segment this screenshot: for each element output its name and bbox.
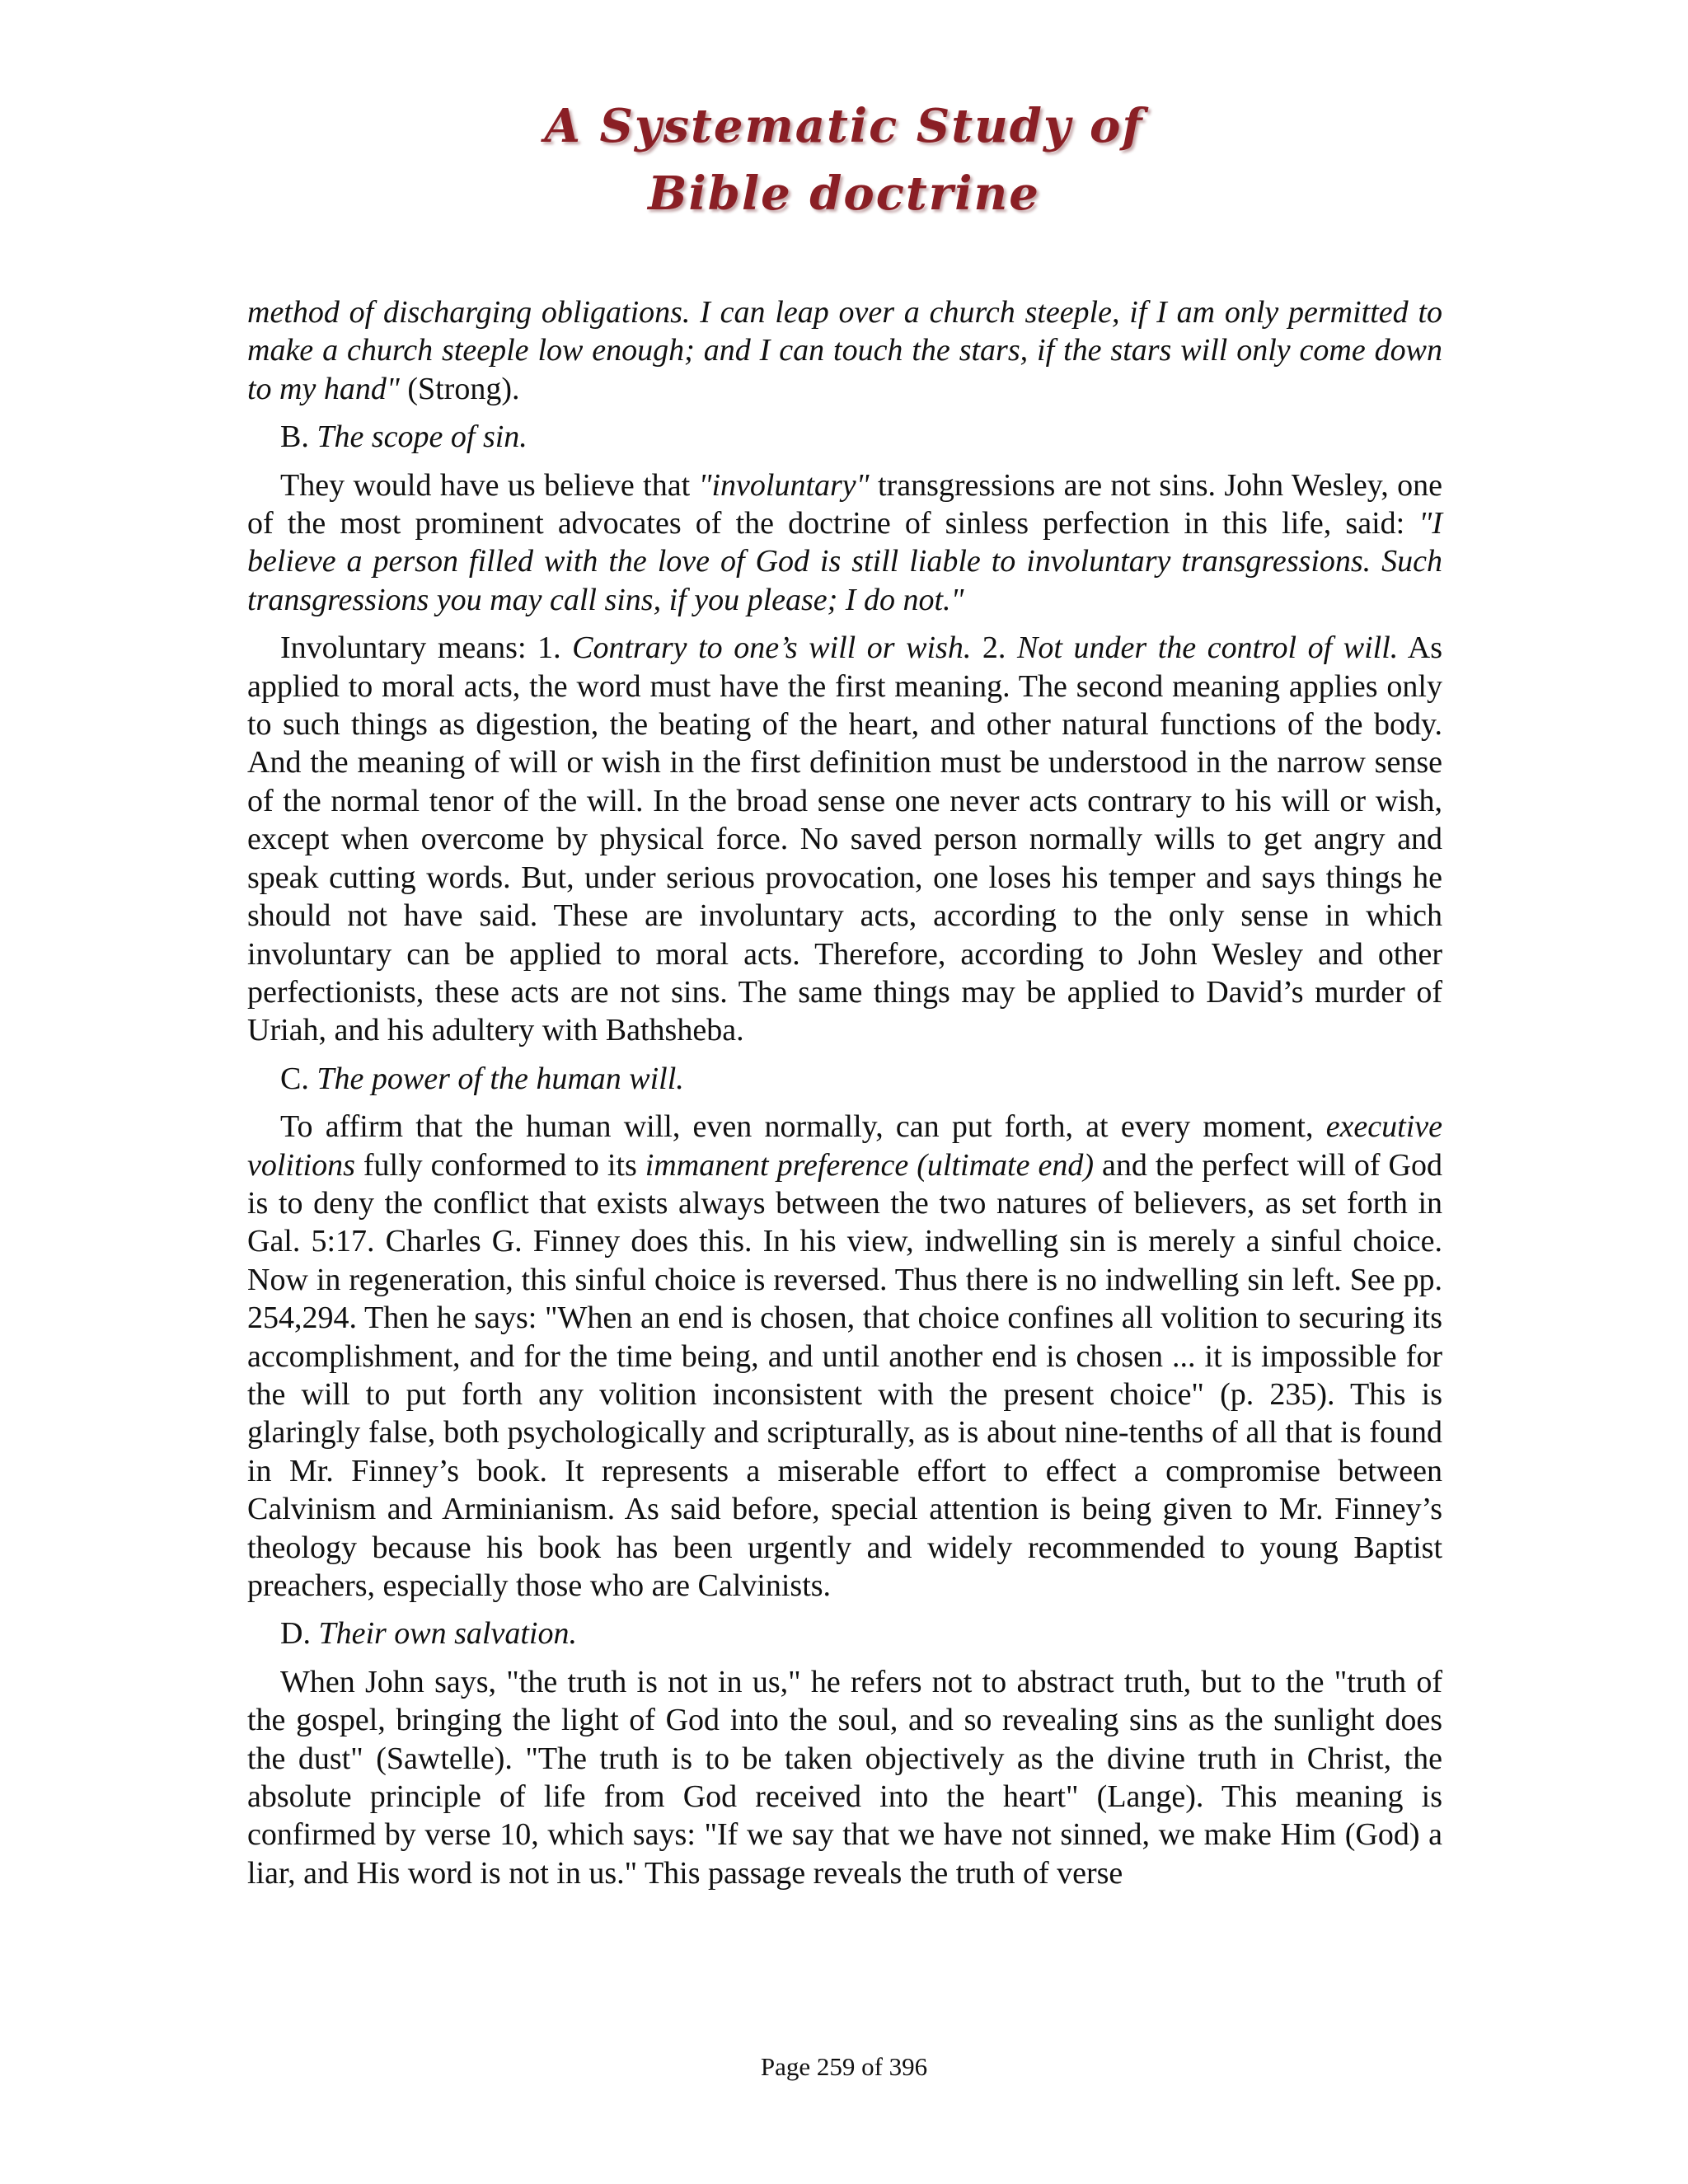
emphasis: executive volitions (247, 1109, 1442, 1183)
book-title-line-2: Bible doctrine (648, 166, 1040, 221)
book-title-line-1: A Systematic Study of (544, 99, 1144, 153)
text-run: To affirm that the human will, even normally, can put forth, at every moment, (280, 1109, 1326, 1145)
section-heading-c (247, 1060, 1442, 1098)
paragraph-definition (247, 629, 1442, 1049)
paragraph-human-will (247, 1108, 1442, 1605)
text-run: 2. (971, 630, 1017, 666)
section-heading-b (247, 418, 1442, 456)
text-run: They would have us believe that (280, 467, 699, 503)
section-title: Their own salvation. (318, 1616, 577, 1652)
section-letter: B. (280, 419, 317, 455)
section-letter: D. (280, 1616, 319, 1652)
paragraph-involuntary (247, 466, 1442, 620)
text-run: When John says, "the truth is not in us," he refers not to abstract truth, but to the "truth of the gospel, bringing the light of God into the soul, and so revealing sins as the sunlight does the dust" (Sawtelle). "The truth is to be taken objectively as the divine truth in Christ, the absolute principle of life from God received into the heart" (Lange). This meaning is confirmed by verse 10, which says: "If we say that we have not sinned, we make Him (God) a liar, and His word is not in us." This passage reveals the truth of verse (247, 1664, 1442, 1891)
section-title: The scope of sin. (316, 419, 528, 455)
paragraph-salvation (247, 1663, 1442, 1892)
citation: (Strong). (399, 371, 520, 406)
text-run: and the perfect will of God is to deny the conflict that exists always between the two natures of believers, as set forth in Gal. 5:17. Charles G. Finney does this. In his view, indwelling sin is merely a sinful choice. Now in regeneration, this sinful choice is reversed. Thus there is no indwelling sin left. See pp. 254,294. Then he says: "When an end is chosen, that choice confines all volition to securing its accomplishment, and for the time being, and until another end is chosen ... it is impossible for the will to put forth any volition inconsistent with the present choice" (p. 235). This is glaringly false, both psychologically and scripturally, as is about nine-tenths of all that is found in Mr. Finney’s book. It represents a miserable effort to effect a compromise between Calvinism and Arminianism. As said before, special attention is being given to Mr. Finney’s theology because his book has been urgently and widely recommended to young Baptist preachers, especially those who are Calvinists. (247, 1147, 1442, 1603)
emphasis: immanent preference (ultimate end) (645, 1147, 1094, 1183)
quote-text: method of discharging obligations. I can leap over a church steeple, if I am only permitted to make a church steeple low enough; and I can touch the stars, if the stars will only come down to my hand" (247, 295, 1442, 406)
wesley-quote: "I believe a person filled with the love of God is still liable to involuntary transgressions. Such transgressions you may call sins, if you please; I do not." (247, 506, 1442, 617)
text-run: As applied to moral acts, the word must have the first meaning. The second meaning applies only to such things as digestion, the beating of the heart, and other natural functions of the body. And the meaning of will or wish in the first definition must be understood in the narrow sense of the normal tenor of the will. In the broad sense one never acts contrary to his will or wish, except when overcome by physical force. No saved person normally wills to get angry and speak cutting words. But, under serious provocation, one loses his temper and says things he should not have said. These are involuntary acts, according to the only sense in which involuntary can be applied to moral acts. Therefore, according to John Wesley and other perfectionists, these acts are not sins. The same things may be applied to David’s murder of Uriah, and his adultery with Bathsheba. (247, 630, 1443, 1048)
section-letter: C. (280, 1061, 317, 1096)
text-run: fully conformed to its (354, 1147, 645, 1183)
emphasis: Not under the control of will. (1017, 630, 1399, 666)
text-run: transgressions are not sins. John Wesley, one of the most prominent advocates of the doctrine of sinless perfection in this life, said: (247, 467, 1442, 541)
emphasis: Contrary to one’s will or wish. (572, 630, 972, 666)
paragraph-continued (247, 293, 1442, 408)
text-run: Involuntary means: 1. (280, 630, 573, 666)
book-title-banner (0, 92, 1688, 227)
section-heading-d (247, 1615, 1442, 1652)
section-title: The power of the human will. (316, 1061, 684, 1096)
body-text (247, 293, 1442, 1902)
page-number: Page 259 of 396 (760, 2052, 928, 2081)
emphasis: "involuntary" (698, 467, 870, 503)
